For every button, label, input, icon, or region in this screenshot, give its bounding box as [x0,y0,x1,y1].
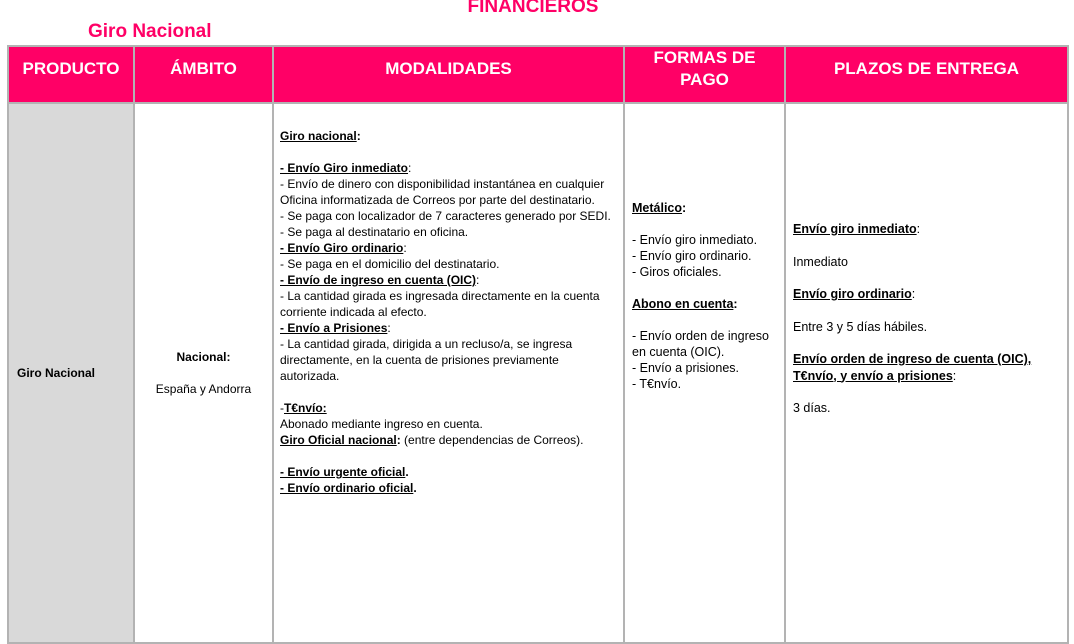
modal-ordinario-title: - Envío Giro ordinario [280,241,404,255]
modal-ordinario-oficial-dot: . [413,481,417,495]
ambito-value: España y Andorra [155,382,252,396]
modal-oic-title: - Envío de ingreso en cuenta (OIC) [280,273,477,287]
modal-inmediato-l2: Oficina informatizada de Correos por parte del destinatario. [280,193,595,207]
formas-metalico-colon: : [682,201,687,215]
formas-abono-title: Abono en cuenta [632,297,734,311]
header-producto: PRODUCTO [8,46,134,103]
table-row [8,103,1068,643]
formas-abono-l4: - T€nvío. [632,377,682,391]
modal-oficial-colon: : [396,433,401,447]
formas-abono-l1: - Envío orden de ingreso [632,329,769,343]
modal-inmediato-title: - Envío Giro inmediato [280,161,409,175]
list-item: - Envío giro ordinario. [632,249,752,263]
modal-title-colon: : [356,129,361,143]
cell-modalidades [273,103,624,643]
cell-producto: Giro Nacional [8,103,134,643]
plazos-inmediato-colon: : [916,222,921,236]
modal-oic-l2: corriente indicada al efecto. [280,305,427,319]
plazos-oic-title-l2: T€nvío, y envío a prisiones [793,368,953,383]
modal-tenvio-title: T€nvío: [284,401,327,415]
modal-oficial-title: Giro Oficial nacional [280,433,397,447]
header-row [8,46,1068,103]
modal-ordinario-colon: : [403,241,407,255]
page-heading: FINANCIEROS [467,0,599,17]
cell-ambito [134,103,273,643]
modal-prisiones-l1: - La cantidad girada, dirigida a un recluso/a, se ingresa [280,337,573,351]
modal-ordinario-oficial: - Envío ordinario oficial [280,481,414,495]
header-plazos: PLAZOS DE ENTREGA [785,46,1068,103]
services-table [7,45,1069,644]
page-subtitle: Giro Nacional [88,21,212,42]
modal-prisiones-l2: directamente, en la cuenta de prisiones previamente [280,353,559,367]
header-formas-line2: PAGO [680,70,729,89]
plazos-oic-value: 3 días. [793,401,831,415]
modal-oic-l1: - La cantidad girada es ingresada directamente en la cuenta [280,289,600,303]
plazos-oic-title-l1: Envío orden de ingreso de cuenta (OIC), [793,352,1032,366]
modal-prisiones-colon: : [387,321,391,335]
modal-urgente-dot: . [405,465,409,479]
cell-formas-de-pago [624,103,785,643]
modal-title: Giro nacional [280,129,357,143]
header-ambito: ÁMBITO [134,46,273,103]
plazos-inmediato-title: Envío giro inmediato [793,222,917,236]
modal-ordinario-l1: - Se paga en el domicilio del destinatario. [280,257,500,271]
modal-tenvio-l1: Abonado mediante ingreso en cuenta. [280,417,483,431]
plazos-oic-colon: : [952,368,957,383]
modal-oic-colon: : [476,273,480,287]
modal-inmediato-colon: : [408,161,412,175]
cell-plazos [785,103,1068,643]
modal-inmediato-l4: - Se paga al destinatario en oficina. [280,225,469,239]
modal-oficial-rest: (entre dependencias de Correos). [400,433,584,447]
formas-metalico-title: Metálico [632,201,683,215]
modal-prisiones-title: - Envío a Prisiones [280,321,388,335]
header-formas-line1: FORMAS DE [653,48,756,67]
modal-inmediato-l1: - Envío de dinero con disponibilidad instantánea en cualquier [280,177,605,191]
header-formas-de-pago [624,46,785,103]
plazos-ordinario-value: Entre 3 y 5 días hábiles. [793,319,928,334]
plazos-ordinario-colon: : [911,287,916,301]
ambito-label: Nacional: [176,350,231,364]
modal-urgente: - Envío urgente oficial [280,465,406,479]
modal-tenvio-dash: - [280,401,284,415]
list-item: - Envío giro inmediato. [632,233,758,247]
modal-inmediato-l3: - Se paga con localizador de 7 caracteres generado por SEDI. [280,209,611,223]
formas-abono-l2: en cuenta (OIC). [632,345,725,359]
formas-abono-colon: : [733,297,738,311]
modal-prisiones-l3: autorizada. [280,369,340,383]
list-item: - Giros oficiales. [632,265,722,279]
header-modalidades: MODALIDADES [273,46,624,103]
plazos-inmediato-value: Inmediato [793,254,848,269]
plazos-ordinario-title: Envío giro ordinario [793,287,912,301]
formas-abono-l3: - Envío a prisiones. [632,361,739,375]
